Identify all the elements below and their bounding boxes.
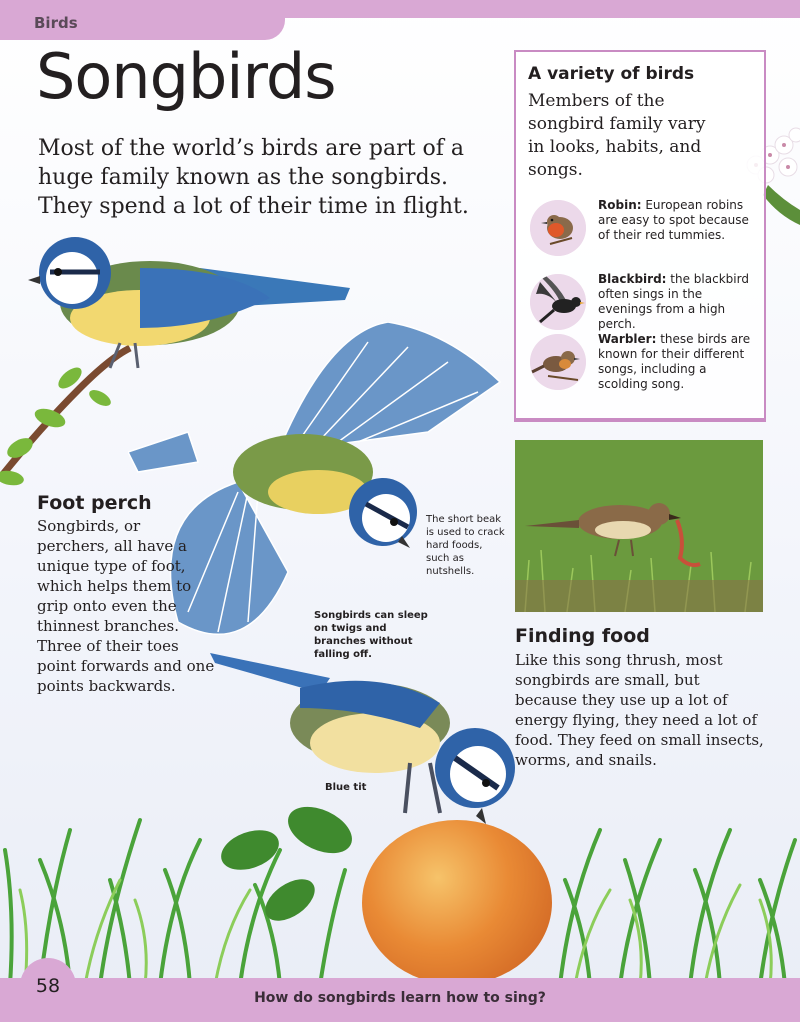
blackbird-text: the blackbird often sings in the evenings from a high perch.: [598, 272, 749, 331]
song-thrush-photo: [515, 440, 763, 612]
variety-heading: A variety of birds: [528, 64, 695, 84]
blue-tit-caption: Blue tit: [325, 782, 367, 793]
section-label: Birds: [34, 14, 78, 32]
finding-food-text: Like this song thrush, most songbirds are small, but because they use up a lot of energy flying, they need a lot of food. They feed on small insects, worms, and snails.: [515, 651, 764, 769]
beak-caption: The short beak is used to crack hard foods, such as nutshells.: [426, 514, 505, 577]
finding-food-heading: Finding food: [515, 625, 650, 647]
warbler-name: Warbler:: [598, 332, 657, 346]
section-tab: [0, 0, 285, 40]
variety-of-birds-box: [514, 50, 766, 420]
warbler-entry: [526, 332, 758, 394]
blackbird-name: Blackbird:: [598, 272, 667, 286]
intro-text: Most of the world’s birds are part of a huge family known as the songbirds. They spend a lot of their time in flight.: [38, 136, 469, 219]
variety-description: Members of the songbird family vary in looks, habits, and songs.: [528, 91, 706, 180]
warbler-text: these birds are known for their different songs, including a scolding song.: [598, 332, 751, 391]
robin-image: [530, 200, 586, 256]
warbler-image: [530, 334, 586, 390]
sleep-caption: Songbirds can sleep on twigs and branches without falling off.: [314, 610, 428, 660]
page-title: Songbirds: [36, 40, 336, 113]
robin-text: European robins are easy to spot because of their red tummies.: [598, 198, 749, 242]
grass-image: [0, 790, 800, 985]
robin-entry: [526, 198, 758, 260]
blackbird-entry: [526, 272, 758, 334]
foot-perch-text: Songbirds, or perchers, all have a unique type of foot, which helps them to grip onto even the thinnest branches. Three of their toes point forwards and one points backwards.: [37, 517, 215, 695]
footer-question: How do songbirds learn how to sing?: [254, 990, 546, 1006]
robin-name: Robin:: [598, 198, 642, 212]
page-number: 58: [20, 958, 76, 1014]
blackbird-image: [530, 274, 586, 330]
foot-perch-heading: Foot perch: [37, 492, 152, 514]
box-divider: [514, 419, 766, 422]
